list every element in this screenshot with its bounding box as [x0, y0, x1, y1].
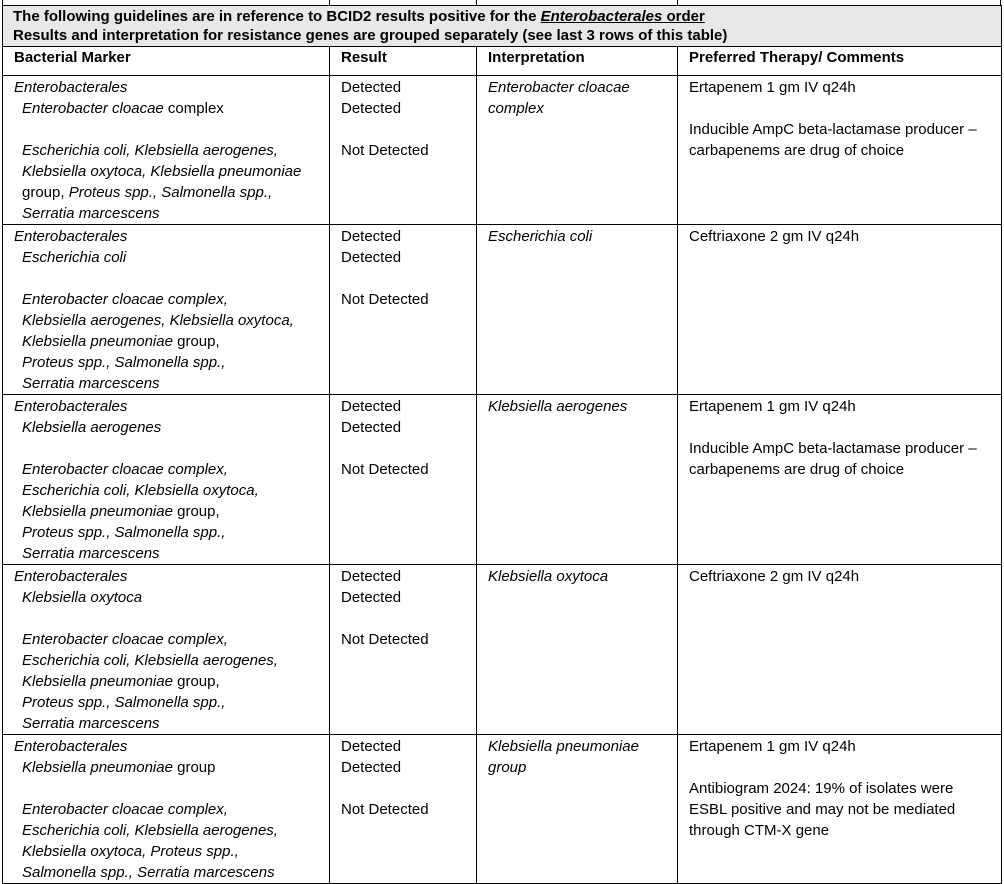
marker-order: Enterobacterales [14, 228, 128, 245]
negative-organism-text: Klebsiella oxytoca, Proteus spp., [22, 843, 239, 860]
negative-organisms-line [14, 140, 323, 161]
column-header-row [3, 47, 1002, 76]
marker-species [14, 247, 323, 268]
negative-organism-text: Salmonella spp., Serratia marcescens [22, 864, 275, 881]
negative-organisms-line [14, 820, 323, 841]
result-order: Detected [341, 228, 402, 245]
result-negative: Not Detected [341, 291, 429, 308]
table-row [3, 735, 1002, 884]
spacer [341, 608, 470, 629]
negative-organism-text: group, [22, 184, 69, 201]
col-header-interpretation: Interpretation [477, 47, 678, 76]
result-species: Detected [341, 759, 402, 776]
marker-order: Enterobacterales [14, 568, 128, 585]
marker-species-italic: Escherichia coli [22, 249, 127, 266]
spacer [341, 119, 470, 140]
title-suffix: order [662, 8, 705, 25]
negative-organisms-line [14, 543, 323, 564]
title-prefix: The following guidelines are in reference to BCID2 results positive for the [13, 8, 541, 25]
therapy-comment-line: Inducible AmpC beta-lactamase producer – [689, 121, 977, 138]
interpretation-line: Klebsiella aerogenes [488, 398, 628, 415]
column-divider [476, 0, 477, 5]
spacer [14, 438, 323, 459]
result-species: Detected [341, 419, 402, 436]
negative-organisms-line [14, 671, 323, 692]
therapy-cell [678, 225, 1002, 395]
negative-organism-text: Enterobacter cloacae complex, [22, 291, 228, 308]
therapy-comment-line: carbapenems are drug of choice [689, 142, 905, 159]
marker-order: Enterobacterales [14, 398, 128, 415]
negative-organism-text: Proteus spp., Salmonella spp., [22, 694, 226, 711]
spacer [341, 778, 470, 799]
interpretation-line: group [488, 759, 527, 776]
negative-organism-text: Enterobacter cloacae complex, [22, 461, 228, 478]
negative-organism-text: group, [172, 673, 220, 690]
negative-organism-text: group, [172, 503, 220, 520]
interpretation-line: Klebsiella pneumoniae [488, 738, 639, 755]
interpretation-line: Escherichia coli [488, 228, 593, 245]
negative-organism-text: Enterobacter cloacae complex, [22, 631, 228, 648]
table-header-row [3, 6, 1002, 47]
result-cell [330, 76, 477, 225]
negative-organism-text: Serratia marcescens [22, 375, 160, 392]
interpretation-cell [477, 395, 678, 565]
therapy-cell [678, 395, 1002, 565]
marker-order: Enterobacterales [14, 79, 128, 96]
marker-species-italic: Klebsiella pneumoniae [22, 759, 173, 776]
spacer [14, 268, 323, 289]
negative-organism-text: Serratia marcescens [22, 545, 160, 562]
negative-organisms-line [14, 841, 323, 862]
therapy-comment-line: ESBL positive and may not be mediated [689, 801, 956, 818]
result-cell [330, 735, 477, 884]
negative-organisms-line [14, 203, 323, 224]
marker-species [14, 98, 323, 119]
result-negative: Not Detected [341, 801, 429, 818]
interpretation-cell [477, 565, 678, 735]
negative-organisms-line [14, 480, 323, 501]
result-cell [330, 225, 477, 395]
spacer [689, 757, 995, 778]
negative-organisms-line [14, 373, 323, 394]
negative-organisms-line [14, 459, 323, 480]
therapy-cell [678, 76, 1002, 225]
result-order: Detected [341, 568, 402, 585]
result-negative: Not Detected [341, 461, 429, 478]
guidelines-table [2, 5, 1002, 884]
negative-organisms-line [14, 182, 323, 203]
result-negative: Not Detected [341, 142, 429, 159]
spacer [689, 98, 995, 119]
negative-organisms-line [14, 799, 323, 820]
spacer [14, 119, 323, 140]
negative-organism-text: Escherichia coli, Klebsiella aerogenes, [22, 142, 278, 159]
negative-organism-text: Klebsiella pneumoniae [22, 503, 173, 520]
negative-organism-text: Escherichia coli, Klebsiella aerogenes, [22, 822, 278, 839]
therapy-cell [678, 735, 1002, 884]
title-line-2: Results and interpretation for resistance genes are grouped separately (see last 3 rows of this table) [13, 27, 728, 44]
spacer [341, 438, 470, 459]
negative-organisms-line [14, 692, 323, 713]
table-row [3, 76, 1002, 225]
marker-species [14, 587, 323, 608]
marker-cell [3, 735, 330, 884]
interpretation-cell [477, 76, 678, 225]
marker-cell [3, 225, 330, 395]
negative-organisms-line [14, 352, 323, 373]
therapy-comment-line: Inducible AmpC beta-lactamase producer – [689, 440, 977, 457]
negative-organism-text: Serratia marcescens [22, 715, 160, 732]
marker-cell [3, 565, 330, 735]
therapy-cell [678, 565, 1002, 735]
marker-cell [3, 395, 330, 565]
therapy-comment-line: through CTM-X gene [689, 822, 830, 839]
negative-organism-text: group, [172, 333, 220, 350]
preferred-therapy: Ertapenem 1 gm IV q24h [689, 738, 856, 755]
negative-organisms-line [14, 289, 323, 310]
preferred-therapy: Ceftriaxone 2 gm IV q24h [689, 228, 860, 245]
negative-organism-text: Klebsiella pneumoniae [22, 673, 173, 690]
interpretation-cell [477, 225, 678, 395]
col-header-therapy: Preferred Therapy/ Comments [678, 47, 1002, 76]
therapy-comment-line: carbapenems are drug of choice [689, 461, 905, 478]
column-divider [677, 0, 678, 5]
negative-organism-text: Serratia marcescens [22, 205, 160, 222]
result-order: Detected [341, 738, 402, 755]
preferred-therapy: Ertapenem 1 gm IV q24h [689, 398, 856, 415]
marker-species-italic: Klebsiella oxytoca [22, 589, 143, 606]
marker-order: Enterobacterales [14, 738, 128, 755]
negative-organism-text: Proteus spp., Salmonella spp., [22, 354, 226, 371]
table-row [3, 565, 1002, 735]
col-header-marker: Bacterial Marker [3, 47, 330, 76]
title-emphasis: Enterobacterales [540, 8, 663, 25]
marker-cell [3, 76, 330, 225]
spacer [689, 417, 995, 438]
column-divider [329, 0, 330, 5]
preferred-therapy: Ertapenem 1 gm IV q24h [689, 79, 856, 96]
previous-table-edge [2, 0, 1001, 5]
result-species: Detected [341, 249, 402, 266]
negative-organisms-line [14, 862, 323, 883]
negative-organism-text: Proteus spp., Salmonella spp., [68, 184, 273, 201]
table-title-cell [3, 6, 1002, 47]
guidelines-table-container [2, 0, 1001, 884]
marker-species-plain: complex [163, 100, 224, 117]
negative-organisms-line [14, 522, 323, 543]
marker-species-italic: Enterobacter cloacae [22, 100, 164, 117]
negative-organisms-line [14, 161, 323, 182]
negative-organisms-line [14, 629, 323, 650]
col-header-result: Result [330, 47, 477, 76]
marker-species [14, 757, 323, 778]
negative-organism-text: Escherichia coli, Klebsiella oxytoca, [22, 482, 259, 499]
negative-organism-text: Klebsiella pneumoniae [22, 333, 173, 350]
spacer [14, 778, 323, 799]
table-row [3, 395, 1002, 565]
negative-organism-text: Enterobacter cloacae complex, [22, 801, 228, 818]
negative-organism-text: Klebsiella aerogenes, Klebsiella oxytoca, [22, 312, 294, 329]
interpretation-line: complex [488, 100, 544, 117]
interpretation-cell [477, 735, 678, 884]
negative-organism-text: Proteus spp., Salmonella spp., [22, 524, 226, 541]
negative-organisms-line [14, 501, 323, 522]
negative-organisms-line [14, 331, 323, 352]
interpretation-line: Enterobacter cloacae [488, 79, 630, 96]
therapy-comment-line: Antibiogram 2024: 19% of isolates were [689, 780, 954, 797]
table-row [3, 225, 1002, 395]
result-negative: Not Detected [341, 631, 429, 648]
result-cell [330, 565, 477, 735]
negative-organism-text: Klebsiella oxytoca, Klebsiella pneumoniae [22, 163, 302, 180]
spacer [341, 268, 470, 289]
result-species: Detected [341, 589, 402, 606]
marker-species-plain: group [172, 759, 216, 776]
title-line-1 [13, 7, 991, 26]
result-order: Detected [341, 79, 402, 96]
marker-species [14, 417, 323, 438]
result-order: Detected [341, 398, 402, 415]
result-species: Detected [341, 100, 402, 117]
negative-organisms-line [14, 650, 323, 671]
negative-organisms-line [14, 310, 323, 331]
interpretation-line: Klebsiella oxytoca [488, 568, 609, 585]
spacer [14, 608, 323, 629]
marker-species-italic: Klebsiella aerogenes [22, 419, 162, 436]
negative-organisms-line [14, 713, 323, 734]
negative-organism-text: Escherichia coli, Klebsiella aerogenes, [22, 652, 278, 669]
result-cell [330, 395, 477, 565]
preferred-therapy: Ceftriaxone 2 gm IV q24h [689, 568, 860, 585]
